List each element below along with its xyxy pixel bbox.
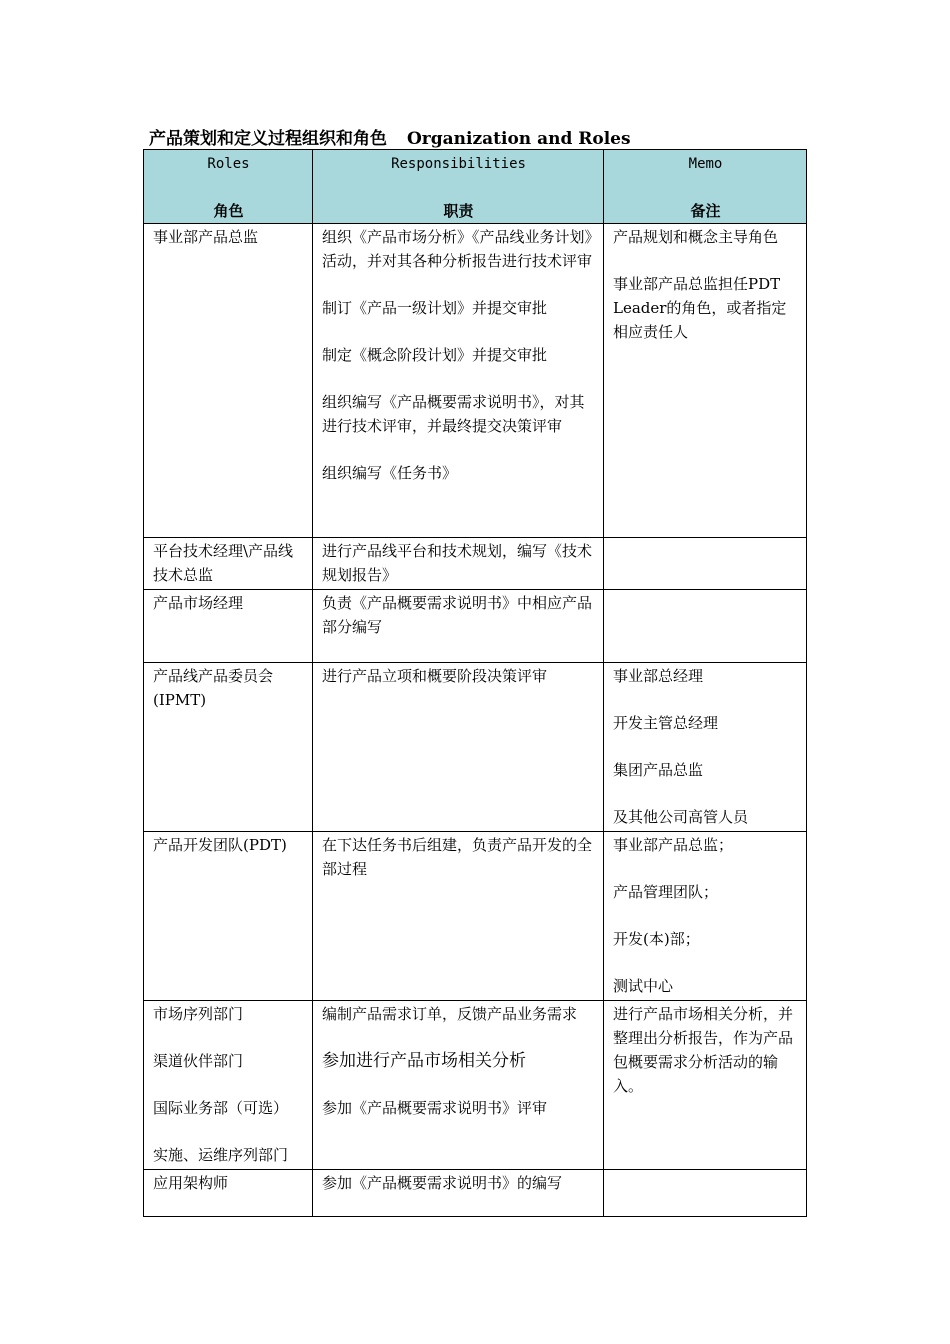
- role-cell: [144, 538, 313, 590]
- responsibility-text: 进行产品立项和概要阶段决策评审: [322, 667, 548, 685]
- header-memo-zh: 备注: [690, 202, 721, 220]
- memo-text: 及其他公司高管人员: [613, 808, 749, 826]
- header-memo: [604, 150, 807, 224]
- memo-text: 进行产品市场相关分析，并整理出分析报告，作为产品包概要需求分析活动的输入。: [613, 1005, 794, 1095]
- table-row: [144, 538, 807, 590]
- responsibility-text: 编制产品需求订单，反馈产品业务需求: [322, 1005, 578, 1023]
- responsibility-text: 参加《产品概要需求说明书》的编写: [322, 1174, 563, 1192]
- memo-cell: [604, 538, 807, 590]
- responsibility-text: 参加进行产品市场相关分析: [322, 1051, 526, 1071]
- role-text: 国际业务部（可选）: [153, 1099, 289, 1117]
- responsibility-text: 负责《产品概要需求说明书》中相应产品部分编写: [322, 594, 593, 636]
- responsibility-cell: [313, 1170, 604, 1217]
- responsibility-text: 组织编写《产品概要需求说明书》，对其进行技术评审，并最终提交决策评审: [322, 393, 585, 435]
- table-row: [144, 1001, 807, 1170]
- memo-text: 产品管理团队；: [613, 883, 719, 901]
- responsibility-text: 参加《产品概要需求说明书》评审: [322, 1099, 548, 1117]
- title-en: Organization and Roles: [407, 129, 631, 149]
- role-text: 市场序列部门: [153, 1005, 244, 1023]
- memo-text: 事业部总经理: [613, 667, 704, 685]
- header-roles-en: Roles: [207, 156, 250, 172]
- memo-cell: [604, 663, 807, 832]
- role-text: 产品线产品委员会(IPMT): [153, 667, 274, 709]
- header-memo-en: Memo: [688, 156, 723, 172]
- memo-text: 事业部产品总监担任PDT Leader的角色，或者指定相应责任人: [613, 275, 787, 341]
- section-title: [149, 124, 631, 149]
- header-roles: [144, 150, 313, 224]
- responsibility-cell: [313, 590, 604, 663]
- table-row: [144, 1170, 807, 1217]
- header-responsibilities-zh: 职责: [443, 202, 474, 220]
- responsibility-text: 组织编写《任务书》: [322, 464, 458, 482]
- header-responsibilities: [313, 150, 604, 224]
- memo-cell: [604, 590, 807, 663]
- memo-cell: [604, 1001, 807, 1170]
- role-cell: [144, 663, 313, 832]
- memo-text: 开发主管总经理: [613, 714, 719, 732]
- role-cell: [144, 224, 313, 538]
- table-row: [144, 663, 807, 832]
- table-row: [144, 590, 807, 663]
- responsibility-text: 进行产品线平台和技术规划，编写《技术规划报告》: [322, 542, 593, 584]
- memo-cell: [604, 224, 807, 538]
- memo-text: 产品规划和概念主导角色: [613, 228, 779, 246]
- role-text: 产品市场经理: [153, 594, 244, 612]
- role-text: 产品开发团队(PDT): [153, 836, 287, 854]
- header-roles-zh: 角色: [213, 202, 244, 220]
- responsibility-cell: [313, 1001, 604, 1170]
- header-responsibilities-en: Responsibilities: [391, 156, 526, 172]
- responsibility-text: 组织《产品市场分析》《产品线业务计划》活动，并对其各种分析报告进行技术评审: [322, 228, 593, 270]
- role-cell: [144, 1001, 313, 1170]
- role-text: 平台技术经理\产品线技术总监: [153, 542, 294, 584]
- responsibility-cell: [313, 538, 604, 590]
- role-cell: [144, 1170, 313, 1217]
- roles-table: [143, 149, 807, 1217]
- role-text: 实施、运维序列部门: [153, 1146, 289, 1164]
- responsibility-text: 制订《产品一级计划》并提交审批: [322, 299, 548, 317]
- memo-text: 开发(本)部；: [613, 930, 700, 948]
- role-cell: [144, 590, 313, 663]
- memo-text: 测试中心: [613, 977, 674, 995]
- table-header-row: [144, 150, 807, 224]
- responsibility-cell: [313, 224, 604, 538]
- role-text: 应用架构师: [153, 1174, 229, 1192]
- memo-text: 事业部产品总监；: [613, 836, 734, 854]
- role-text: 渠道伙伴部门: [153, 1052, 244, 1070]
- table-row: [144, 832, 807, 1001]
- responsibility-cell: [313, 832, 604, 1001]
- title-zh: 产品策划和定义过程组织和角色: [149, 129, 387, 149]
- memo-text: 集团产品总监: [613, 761, 704, 779]
- role-text: 事业部产品总监: [153, 228, 259, 246]
- responsibility-text: 制定《概念阶段计划》并提交审批: [322, 346, 548, 364]
- responsibility-cell: [313, 663, 604, 832]
- memo-cell: [604, 1170, 807, 1217]
- role-cell: [144, 832, 313, 1001]
- table-row: [144, 224, 807, 538]
- responsibility-text: 在下达任务书后组建，负责产品开发的全部过程: [322, 836, 593, 878]
- memo-cell: [604, 832, 807, 1001]
